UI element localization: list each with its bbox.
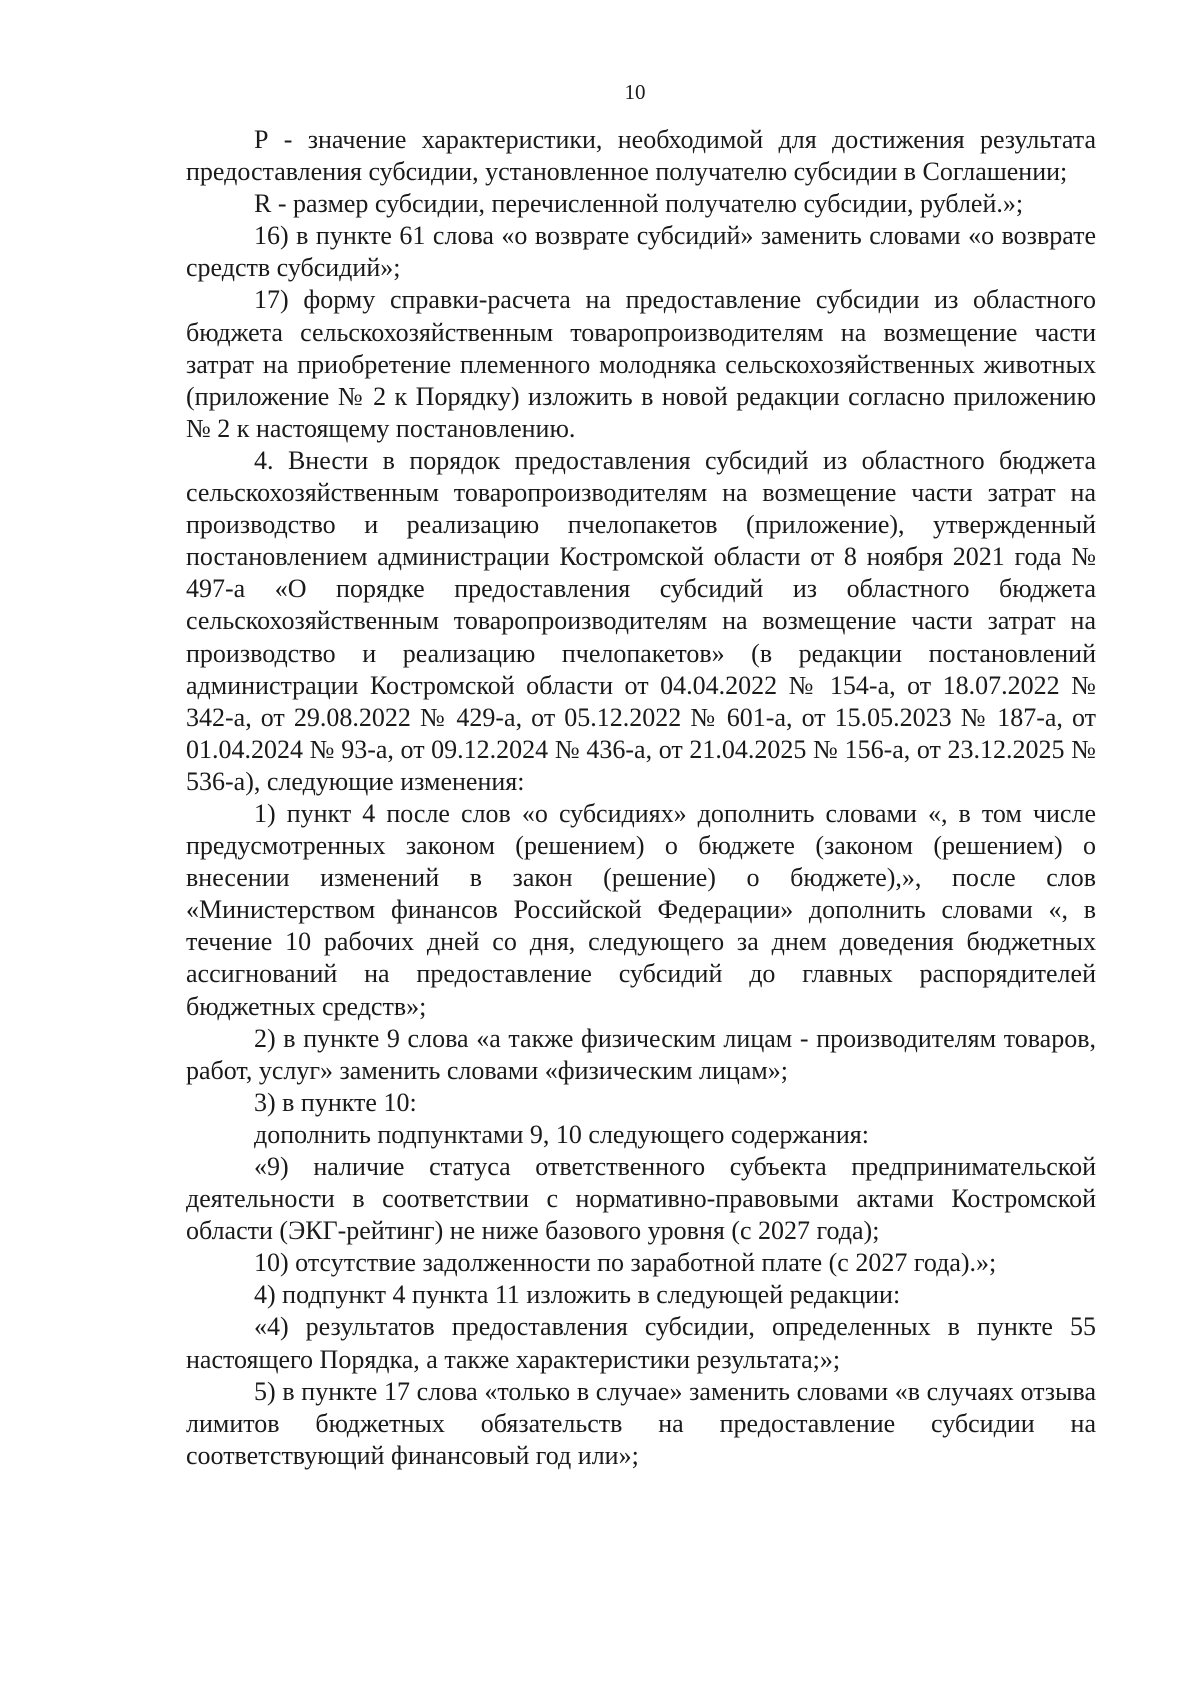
document-body — [186, 124, 1096, 1472]
paragraph-item-17: 17) форму справки-расчета на предоставление субсидии из областного бюджета сельскохозяйственным товаропроизводителям на возмещение части затрат на приобретение племенного молодняка сельскохозяйственных животных (приложение № 2 к Порядку) изложить в новой редакции согласно приложению № 2 к настоящему постановлению. — [186, 285, 1096, 443]
paragraph-item-2: 2) в пункте 9 слова «а также физическим лицам - производителям товаров, работ, услуг» заменить словами «физическим лицам»; — [186, 1023, 1096, 1085]
paragraph-item-16: 16) в пункте 61 слова «о возврате субсидий» заменить словами «о возврате средств субсидий»; — [186, 221, 1096, 283]
paragraph-r-definition: R - размер субсидии, перечисленной получателю субсидии, рублей.»; — [254, 189, 1024, 219]
paragraph-item-4-text: «4) результатов предоставления субсидии, определенных в пункте 55 настоящего Порядка, а также характеристики результата;»; — [186, 1312, 1096, 1374]
paragraph-subitem-10: 10) отсутствие задолженности по заработной плате (с 2027 года).»; — [254, 1248, 997, 1278]
paragraph-subitem-9: «9) наличие статуса ответственного субъекта предпринимательской деятельности в соответствии с нормативно-правовыми актами Костромской области (ЭКГ-рейтинг) не ниже базового уровня (с 2027 года); — [186, 1152, 1096, 1246]
paragraph-item-5: 5) в пункте 17 слова «только в случае» заменить словами «в случаях отзыва лимитов бюджетных обязательств на предоставление субсидии на соответствующий финансовый год или»; — [186, 1376, 1096, 1470]
paragraph-item-4: 4) подпункт 4 пункта 11 изложить в следующей редакции: — [254, 1280, 901, 1310]
paragraph-p-definition: Р - значение характеристики, необходимой для достижения результата предоставления субсидии, установленное получателю субсидии в Соглашении; — [186, 125, 1096, 187]
paragraph-item-1: 1) пункт 4 после слов «о субсидиях» дополнить словами «, в том числе предусмотренных законом (решением) о бюджете (законом (решением) о внесении изменений в закон (решение) о бюджете),», после слов «Министерством финансов Российской Федерации» дополнить словами «, в течение 10 рабочих дней со дня, следующего за днем доведения бюджетных ассигнований на предоставление субсидий до главных распорядителей бюджетных средств»; — [186, 798, 1096, 1021]
paragraph-section-4: 4. Внести в порядок предоставления субсидий из областного бюджета сельскохозяйственным товаропроизводителям на возмещение части затрат на производство и реализацию пчелопакетов (приложение), утвержденный постановлением администрации Костромской области от 8 ноября 2021 года № 497-а «О порядке предоставления субсидий из областного бюджета сельскохозяйственным товаропроизводителям на возмещение части затрат на производство и реализацию пчелопакетов» (в редакции постановлений администрации Костромской области от 04.04.2022 № 154-а, от 18.07.2022 № 342-а, от 29.08.2022 № 429-а, от 05.12.2022 № 601-а, от 15.05.2023 № 187-а, от 01.04.2024 № 93-а, от 09.12.2024 № 436-а, от 21.04.2025 № 156-а, от 23.12.2025 № 536-а), следующие изменения: — [186, 445, 1096, 796]
paragraph-item-3: 3) в пункте 10: — [254, 1087, 417, 1117]
paragraph-item-3-intro: дополнить подпунктами 9, 10 следующего содержания: — [254, 1119, 869, 1149]
page-number: 10 — [624, 80, 646, 104]
